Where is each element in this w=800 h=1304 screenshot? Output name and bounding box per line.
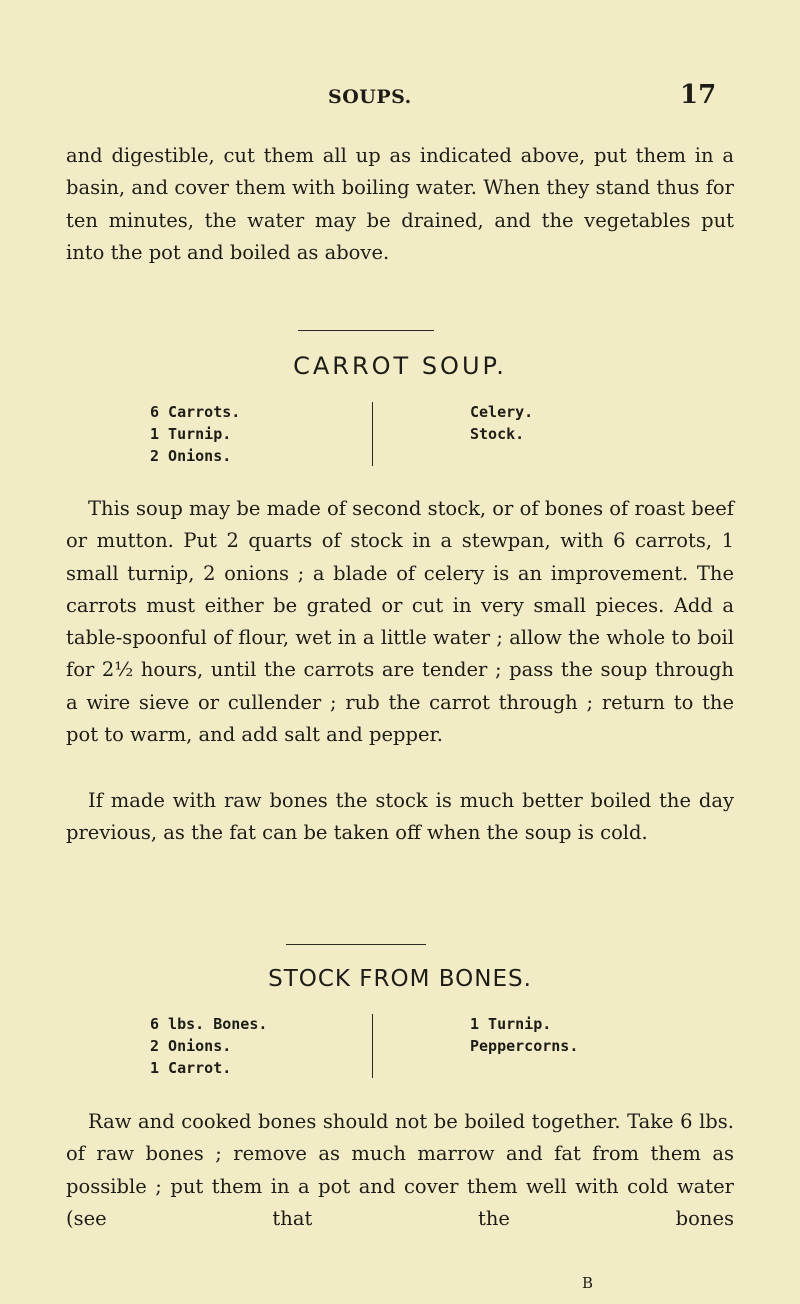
- ingredient-item: 1 Carrot.: [150, 1059, 232, 1077]
- ingredient-item: 2 Onions.: [150, 447, 232, 465]
- signature-mark: B: [582, 1274, 594, 1292]
- ingredient-item: 1 Turnip.: [470, 1015, 552, 1033]
- ingredient-item: 2 Onions.: [150, 1037, 232, 1055]
- ingredient-item: Stock.: [470, 425, 525, 443]
- page-number: 17: [680, 80, 717, 110]
- ingredient-item: Celery.: [470, 403, 534, 421]
- carrot-soup-ingredients-right: [470, 401, 533, 445]
- section-divider-1: [298, 330, 434, 331]
- ingredients-divider: [372, 1014, 373, 1078]
- section-divider-2: [286, 944, 426, 945]
- carrot-soup-ingredients-left: [150, 401, 240, 467]
- stock-ingredients-right: [470, 1013, 578, 1057]
- running-head: SOUPS.: [328, 86, 412, 108]
- carrot-soup-paragraph-2: If made with raw bones the stock is much better boiled the day previous, as the fat can be taken off when the soup is cold.: [66, 789, 734, 845]
- stock-from-bones-title: STOCK FROM BONES.: [268, 966, 532, 992]
- ingredient-item: 6 lbs. Bones.: [150, 1015, 268, 1033]
- ingredient-item: 1 Turnip.: [150, 425, 232, 443]
- stock-paragraph-1: Raw and cooked bones should not be boiled together. Take 6 lbs. of raw bones ; remove as much marrow and fat from them as possible ; put them in a pot and cover them well with cold water (see that the bones: [66, 1110, 734, 1230]
- intro-paragraph: and digestible, cut them all up as indicated above, put them in a basin, and cover them with boiling water. When they stand thus for ten minutes, the water may be drained, and the vegetables put into the pot and boiled as above.: [66, 144, 734, 264]
- ingredient-item: Peppercorns.: [470, 1037, 579, 1055]
- carrot-soup-paragraph-1: This soup may be made of second stock, or of bones of roast beef or mutton. Put 2 quarts of stock in a stewpan, with 6 carrots, 1 small turnip, 2 onions ; a blade of celery is an improvement. The carrots must either be grated or cut in very small pieces. Add a table-spoonful of flour, wet in a little water ; allow the whole to boil for 2½ hours, until the carrots are tender ; pass the soup through a wire sieve or cullender ; rub the carrot through ; return to the pot to warm, and add salt and pepper.: [66, 497, 734, 747]
- stock-ingredients-left: [150, 1013, 267, 1079]
- carrot-soup-title: CARROT SOUP.: [293, 352, 507, 380]
- ingredient-item: 6 Carrots.: [150, 403, 241, 421]
- ingredients-divider: [372, 402, 373, 466]
